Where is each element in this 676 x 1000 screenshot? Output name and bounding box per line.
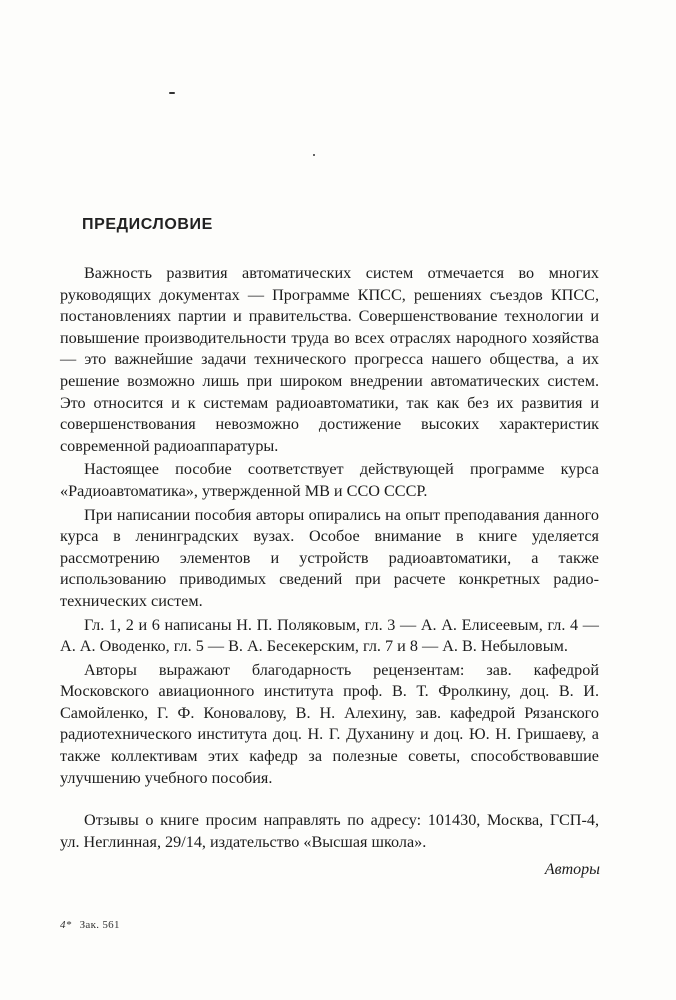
signature-mark: 4* <box>60 919 72 931</box>
authors-signature: Авторы <box>544 861 600 878</box>
paragraph-importance: Важность развития автоматических систем отмечается во многих руководящих документах — Программе КПСС, решениях съездов КПСС, постановлениях партии и правительства. Совершенствование технологии и повышение производительности труда во всех отраслях народного хозяйства — это важнейшие задачи технического прогресса нашего общества, а их решение возможно лишь при широком внедрении автоматических систем. Это относится и к системам радиоавтоматики, так как без их развития и совершенствования невозможно достижение высоких характеристик современной радиоаппаратуры. <box>60 264 599 455</box>
page-title: ПРЕДИСЛОВИЕ <box>82 216 213 233</box>
paragraph-chapters: Гл. 1, 2 и 6 написаны Н. П. Поляковым, гл. 3 — А. А. Елисеевым, гл. 4 — А. А. Оводенко, гл. 5 — В. А. Бесекерским, гл. 7 и 8 — А. В. Небыловым. <box>60 615 599 656</box>
preface-body <box>60 263 599 853</box>
print-speck <box>169 92 175 94</box>
paragraph-experience: При написании пособия авторы опирались на опыт преподавания данного курса в ленинградских вузах. Особое внимание в книге уделяется рассмотрению элементов и устройств радиоавтоматики, а также использованию приводимых сведений при расчете конкретных радиотехнических систем. <box>60 505 599 610</box>
paragraph-acknowledgements: Авторы выражают благодарность рецензентам: зав. кафедрой Московского авиационного института проф. В. Т. Фролкину, доц. В. И. Самойленко, Г. Ф. Коновалову, В. Н. Алехину, зав. кафедрой Рязанского радиотехнического института доц. Н. Г. Духанину и доц. Ю. Н. Гришаеву, а также коллективам этих кафедр за полезные советы, способствовавшие улучшению учебного пособия. <box>60 660 599 787</box>
paragraph-program: Настоящее пособие соответствует действующей программе курса «Радиоавтоматика», утвержденной МВ и ССО СССР. <box>60 460 599 500</box>
print-speck <box>313 154 315 156</box>
order-number: Зак. 561 <box>79 919 120 931</box>
footer-note <box>60 919 120 931</box>
paragraph-address: Отзывы о книге просим направлять по адресу: 101430, Москва, ГСП-4, ул. Неглинная, 29/14, издательство «Высшая школа». <box>60 811 599 851</box>
